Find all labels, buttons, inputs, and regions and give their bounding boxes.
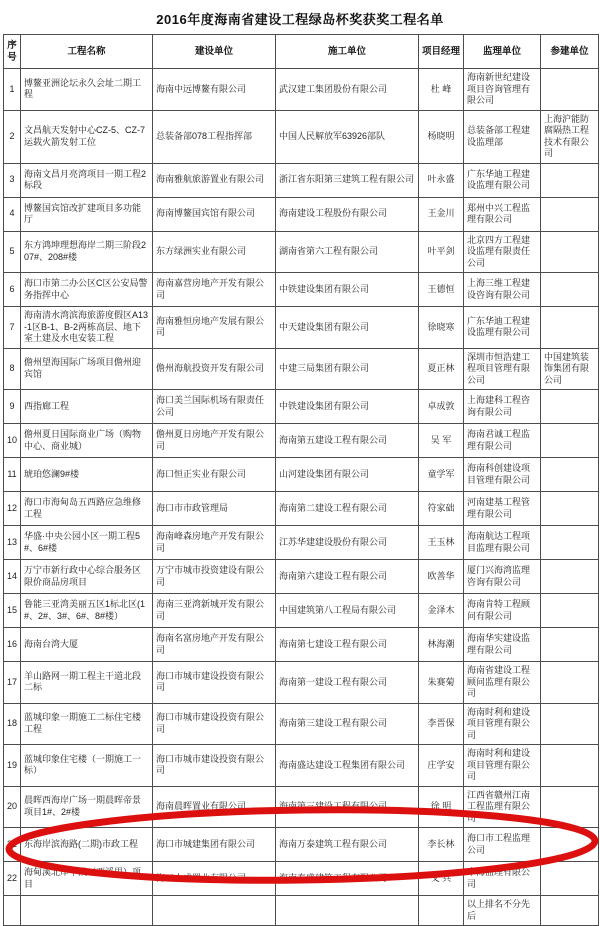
cell-project-manager (419, 896, 464, 926)
cell-participating-unit (541, 424, 599, 458)
cell-supervision-unit: 广东华迪工程建设监理有限公司 (464, 307, 541, 349)
cell-contractor-unit: 海南第一建设工程有限公司 (276, 662, 419, 704)
cell-supervision-unit: 海南时利和建设项目管理有限公司 (464, 703, 541, 745)
cell-row-no: 16 (4, 628, 21, 662)
table-row (4, 390, 599, 424)
cell-participating-unit (541, 69, 599, 111)
cell-builder-unit: 儋州夏日房地产开发有限公司 (153, 424, 276, 458)
award-table (3, 34, 599, 926)
cell-row-no: 15 (4, 594, 21, 628)
cell-project-manager: 夏正林 (419, 348, 464, 390)
table-header (4, 35, 599, 69)
table-row (4, 560, 599, 594)
cell-participating-unit: 中国建筑装饰集团有限公司 (541, 348, 599, 390)
col-header-contractor-unit: 施工单位 (276, 35, 419, 69)
cell-supervision-unit: 海南省建设工程顾问监理有限公司 (464, 662, 541, 704)
cell-contractor-unit: 中建三局集团有限公司 (276, 348, 419, 390)
cell-contractor-unit: 中天建设集团有限公司 (276, 307, 419, 349)
col-header-participating-unit: 参建单位 (541, 35, 599, 69)
cell-participating-unit (541, 197, 599, 231)
cell-contractor-unit: 海南第二建设工程有限公司 (276, 492, 419, 526)
col-header-row-no: 序号 (4, 35, 21, 69)
cell-project-manager: 李晋保 (419, 703, 464, 745)
cell-builder-unit: 海南三亚湾新城开发有限公司 (153, 594, 276, 628)
cell-participating-unit (541, 273, 599, 307)
cell-builder-unit: 海南嘉营房地产开发有限公司 (153, 273, 276, 307)
cell-participating-unit (541, 560, 599, 594)
table-row (4, 307, 599, 349)
cell-row-no: 19 (4, 745, 21, 787)
cell-contractor-unit: 中铁建设集团有限公司 (276, 273, 419, 307)
cell-builder-unit: 海口美兰国际机场有限责任公司 (153, 390, 276, 424)
col-header-project-manager: 项目经理 (419, 35, 464, 69)
cell-project-manager: 徐晓寒 (419, 307, 464, 349)
cell-row-no: 3 (4, 163, 21, 197)
cell-builder-unit: 海口市城市建设投资有限公司 (153, 662, 276, 704)
cell-row-no: 5 (4, 231, 21, 273)
col-header-project-name: 工程名称 (21, 35, 153, 69)
table-row (4, 526, 599, 560)
cell-participating-unit: 上海沪能防腐隔热工程技术有限公司 (541, 110, 599, 163)
cell-project-name: 蓝城印象一期施工二标住宅楼工程 (21, 703, 153, 745)
cell-supervision-unit: 海南时利和建设项目管理有限公司 (464, 745, 541, 787)
cell-participating-unit (541, 594, 599, 628)
cell-row-no: 6 (4, 273, 21, 307)
cell-contractor-unit: 海南第六建设工程有限公司 (276, 560, 419, 594)
cell-row-no: 14 (4, 560, 21, 594)
cell-project-manager: 王德恒 (419, 273, 464, 307)
cell-project-manager: 李长林 (419, 828, 464, 862)
cell-project-manager: 卓成敦 (419, 390, 464, 424)
cell-project-name: 儋州望海国际广场项目儋州迎宾馆 (21, 348, 153, 390)
cell-contractor-unit: 中国人民解放军63926部队 (276, 110, 419, 163)
table-row (4, 703, 599, 745)
cell-participating-unit (541, 745, 599, 787)
cell-project-name: 东海岸滨海路(二期)市政工程 (21, 828, 153, 862)
cell-contractor-unit: 海南建设工程股份有限公司 (276, 197, 419, 231)
cell-supervision-unit: 以上排名不分先后 (464, 896, 541, 926)
cell-builder-unit: 海口市城建集团有限公司 (153, 828, 276, 862)
cell-builder-unit: 海口市城市建设投资有限公司 (153, 745, 276, 787)
cell-supervision-unit: 总装备部工程建设监理部 (464, 110, 541, 163)
cell-supervision-unit: 江西省赣州江南工程监理有限公司 (464, 786, 541, 828)
cell-participating-unit (541, 628, 599, 662)
cell-builder-unit: 海口市市政管理局 (153, 492, 276, 526)
cell-project-name: 海口市海甸岛五西路应急维修工程 (21, 492, 153, 526)
cell-row-no: 20 (4, 786, 21, 828)
cell-project-manager: 林海潮 (419, 628, 464, 662)
footer-row (4, 896, 599, 926)
cell-project-manager: 金泽木 (419, 594, 464, 628)
cell-row-no: 12 (4, 492, 21, 526)
cell-project-manager: 王玉林 (419, 526, 464, 560)
cell-supervision-unit: 广东华迪工程建设监理有限公司 (464, 163, 541, 197)
cell-supervision-unit: 海南华实建设监理有限公司 (464, 628, 541, 662)
cell-supervision-unit: 海南君诚工程监理有限公司 (464, 424, 541, 458)
cell-participating-unit (541, 458, 599, 492)
table-row (4, 492, 599, 526)
cell-builder-unit: 海口大成置业有限公司 (153, 862, 276, 896)
cell-builder-unit (153, 896, 276, 926)
cell-supervision-unit: 上海建科工程咨询有限公司 (464, 390, 541, 424)
cell-project-manager: 徐 明 (419, 786, 464, 828)
cell-row-no: 22 (4, 862, 21, 896)
cell-builder-unit: 海南中远博鳌有限公司 (153, 69, 276, 111)
table-row (4, 458, 599, 492)
cell-project-name: 晨晖西海岸广场一期晨晖帝景项目1#、2#楼 (21, 786, 153, 828)
cell-row-no: 18 (4, 703, 21, 745)
cell-project-name: 海甸溪北岸中段（西溪里）项目 (21, 862, 153, 896)
cell-project-name: 儋州夏日国际商业广场（购物中心、商业城） (21, 424, 153, 458)
cell-project-name: 万宁市新行政中心综合服务区限价商品房项目 (21, 560, 153, 594)
cell-project-name: 羊山路网一期工程主干道北段二标 (21, 662, 153, 704)
cell-supervision-unit: 厦门兴海湾监理咨询有限公司 (464, 560, 541, 594)
header-row (4, 35, 599, 69)
cell-builder-unit: 海南峰森房地产开发有限公司 (153, 526, 276, 560)
cell-participating-unit (541, 662, 599, 704)
cell-participating-unit (541, 492, 599, 526)
cell-project-manager: 童学军 (419, 458, 464, 492)
table-row (4, 69, 599, 111)
cell-participating-unit (541, 526, 599, 560)
cell-row-no: 4 (4, 197, 21, 231)
cell-participating-unit (541, 862, 599, 896)
cell-project-manager: 杜 峰 (419, 69, 464, 111)
table-row (4, 662, 599, 704)
cell-project-manager: 吴 军 (419, 424, 464, 458)
cell-contractor-unit (276, 896, 419, 926)
cell-supervision-unit: 海南科创建设项目管理有限公司 (464, 458, 541, 492)
cell-contractor-unit: 海南第三建设工程有限公司 (276, 786, 419, 828)
table-row (4, 424, 599, 458)
table-row (4, 110, 599, 163)
cell-project-manager: 叶永盛 (419, 163, 464, 197)
cell-project-manager: 叶平剑 (419, 231, 464, 273)
cell-supervision-unit: 海南新世纪建设项目咨询管理有限公司 (464, 69, 541, 111)
cell-project-name: 海南文昌月亮湾项目一期工程2标段 (21, 163, 153, 197)
cell-project-name: 博鳌国宾馆改扩建项目多功能厅 (21, 197, 153, 231)
table-row (4, 163, 599, 197)
table-row (4, 745, 599, 787)
cell-project-name (21, 896, 153, 926)
cell-supervision-unit: 海南航达工程项目监理有限公司 (464, 526, 541, 560)
col-header-builder-unit: 建设单位 (153, 35, 276, 69)
cell-contractor-unit: 武汉建工集团股份有限公司 (276, 69, 419, 111)
cell-participating-unit (541, 163, 599, 197)
table-row (4, 628, 599, 662)
cell-contractor-unit: 海南万泰建筑工程有限公司 (276, 828, 419, 862)
cell-project-name: 海口市第二办公区C区公安局警务指挥中心 (21, 273, 153, 307)
cell-row-no: 10 (4, 424, 21, 458)
cell-project-name: 华盛·中央公园小区一期工程5#、6#楼 (21, 526, 153, 560)
cell-project-name: 海南台湾大厦 (21, 628, 153, 662)
cell-project-name: 文昌航天发射中心CZ-5、CZ-7运载火箭发射工位 (21, 110, 153, 163)
cell-builder-unit: 海南雅航旅游置业有限公司 (153, 163, 276, 197)
cell-builder-unit: 总装备部078工程指挥部 (153, 110, 276, 163)
cell-builder-unit: 万宁市城市投资建设有限公司 (153, 560, 276, 594)
cell-supervision-unit: 上海三维工程建设咨询有限公司 (464, 273, 541, 307)
cell-builder-unit: 海南雅恒房地产发展有限公司 (153, 307, 276, 349)
table-row (4, 348, 599, 390)
cell-project-manager: 王金川 (419, 197, 464, 231)
cell-row-no: 1 (4, 69, 21, 111)
cell-supervision-unit: 海南肯特工程顾问有限公司 (464, 594, 541, 628)
table-row (4, 231, 599, 273)
cell-project-manager: 杨晓明 (419, 110, 464, 163)
cell-participating-unit (541, 307, 599, 349)
table-row (4, 828, 599, 862)
cell-contractor-unit: 海南盛达建设工程集团有限公司 (276, 745, 419, 787)
cell-supervision-unit: 海口市工程监理公司 (464, 828, 541, 862)
cell-participating-unit (541, 828, 599, 862)
cell-project-name: 西指廊工程 (21, 390, 153, 424)
col-header-supervision-unit: 监理单位 (464, 35, 541, 69)
cell-project-name: 博鳌亚洲论坛永久会址二期工程 (21, 69, 153, 111)
page-title: 2016年度海南省建设工程绿岛杯奖获奖工程名单 (156, 12, 444, 27)
cell-contractor-unit: 海南第五建设工程有限公司 (276, 424, 419, 458)
cell-contractor-unit: 海南第七建设工程有限公司 (276, 628, 419, 662)
cell-contractor-unit: 湖南省第六工程有限公司 (276, 231, 419, 273)
cell-participating-unit (541, 703, 599, 745)
cell-row-no: 7 (4, 307, 21, 349)
cell-supervision-unit: 中海监理有限公司 (464, 862, 541, 896)
cell-contractor-unit: 浙江省东阳第三建筑工程有限公司 (276, 163, 419, 197)
cell-row-no: 13 (4, 526, 21, 560)
cell-builder-unit: 海南晨晖置业有限公司 (153, 786, 276, 828)
cell-contractor-unit: 海南第三建设工程有限公司 (276, 703, 419, 745)
table-body (4, 69, 599, 926)
cell-supervision-unit: 河南建基工程管理有限公司 (464, 492, 541, 526)
cell-participating-unit (541, 786, 599, 828)
cell-row-no: 21 (4, 828, 21, 862)
cell-project-manager: 文 兵 (419, 862, 464, 896)
cell-supervision-unit: 深圳市恒浩建工程项目管理有限公司 (464, 348, 541, 390)
table-row (4, 197, 599, 231)
cell-builder-unit: 儋州海航投资开发有限公司 (153, 348, 276, 390)
cell-project-manager: 符家础 (419, 492, 464, 526)
cell-contractor-unit: 山河建设集团有限公司 (276, 458, 419, 492)
cell-row-no: 9 (4, 390, 21, 424)
cell-row-no (4, 896, 21, 926)
cell-project-name: 海南清水湾滨海旅游度假区A13-1区B-1、B-2两栋高层、地下室土建及水电安装工程 (21, 307, 153, 349)
cell-project-name: 东方鸿坤理想海岸二期三阶段207#、208#楼 (21, 231, 153, 273)
cell-contractor-unit: 中国建筑第八工程局有限公司 (276, 594, 419, 628)
cell-supervision-unit: 郑州中兴工程监理有限公司 (464, 197, 541, 231)
cell-project-manager: 朱赛菊 (419, 662, 464, 704)
table-row (4, 594, 599, 628)
table-row (4, 862, 599, 896)
cell-contractor-unit: 中铁建设集团有限公司 (276, 390, 419, 424)
cell-builder-unit: 东方绿洲实业有限公司 (153, 231, 276, 273)
cell-project-name: 蓝城印象住宅楼（一期施工一标） (21, 745, 153, 787)
cell-row-no: 2 (4, 110, 21, 163)
cell-builder-unit: 海口市城市建设投资有限公司 (153, 703, 276, 745)
cell-participating-unit (541, 231, 599, 273)
cell-row-no: 8 (4, 348, 21, 390)
cell-participating-unit (541, 390, 599, 424)
cell-row-no: 17 (4, 662, 21, 704)
cell-builder-unit: 海口恒正实业有限公司 (153, 458, 276, 492)
cell-contractor-unit: 海南泰盛建筑工程有限公司 (276, 862, 419, 896)
cell-builder-unit: 海南博鳌国宾馆有限公司 (153, 197, 276, 231)
cell-contractor-unit: 江苏华建建设股份有限公司 (276, 526, 419, 560)
table-row (4, 786, 599, 828)
cell-project-name: 琥珀悠澜9#楼 (21, 458, 153, 492)
cell-supervision-unit: 北京四方工程建设监理有限责任公司 (464, 231, 541, 273)
table-row (4, 273, 599, 307)
cell-project-manager: 欧善华 (419, 560, 464, 594)
cell-row-no: 11 (4, 458, 21, 492)
cell-builder-unit: 海南名富房地产开发有限公司 (153, 628, 276, 662)
cell-participating-unit (541, 896, 599, 926)
cell-project-name: 鲁能三亚湾美丽五区1标北区(1#、2#、3#、6#、8#楼） (21, 594, 153, 628)
cell-project-manager: 庄学安 (419, 745, 464, 787)
